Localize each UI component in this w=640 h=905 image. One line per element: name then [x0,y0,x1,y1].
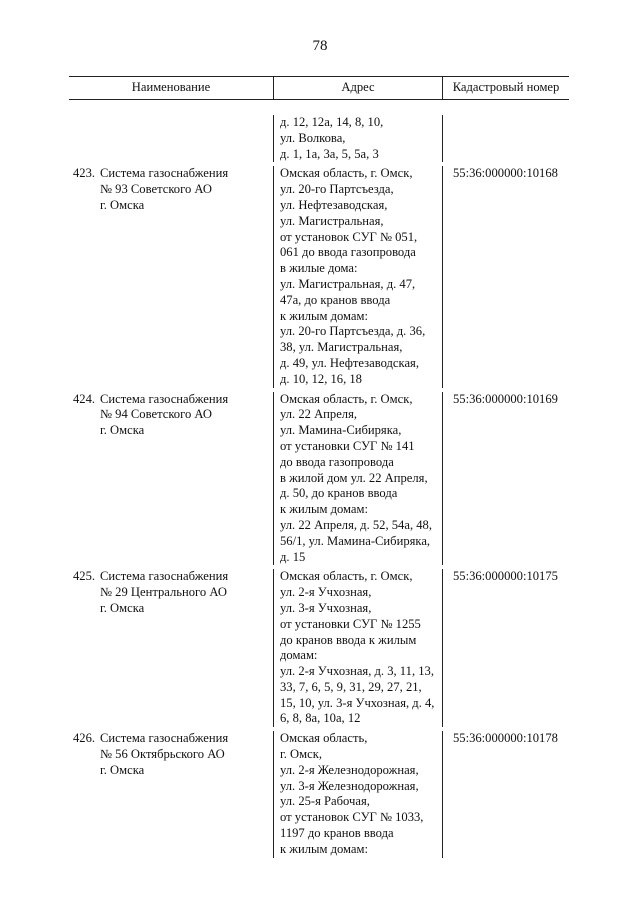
address-line: от установок СУГ № 051, [280,229,418,244]
address-line: д. 12, 12а, 14, 8, 10, [280,115,384,129]
name-cell [69,731,274,857]
address-line: 33, 7, 6, 5, 9, 31, 29, 27, 21, [280,679,422,694]
address-line: ул. Мамина-Сибиряка, [280,423,402,438]
table-row [69,567,569,729]
address-line: д. 1, 1а, 3а, 5, 5а, 3 [280,146,379,161]
address-line: ул. 2-я Учхозная, д. 3, 11, 13, [280,664,434,679]
name-line: г. Омска [100,423,145,438]
row-number: 425. [73,569,96,584]
name-cell [69,569,274,727]
address-line: 1197 до кранов ввода [280,826,394,841]
address-line: 38, ул. Магистральная, [280,340,403,355]
gas-systems-table [69,76,569,860]
continuation-address [274,115,443,162]
cadastral-number: 55:36:000000:10169 [453,391,558,406]
table-body [69,162,569,859]
table-header [69,76,569,100]
address-line: до ввода газопровода [280,454,394,469]
address-line: Омская область, г. Омск, [280,391,413,406]
address-line: ул. 22 Апреля, д. 52, 54а, 48, [280,517,432,532]
address-line: 47а, до кранов ввода [280,292,391,307]
name-line: г. Омска [100,197,145,212]
name-line: г. Омска [100,600,145,615]
address-line: ул. 2-я Учхозная, [280,585,372,600]
address-line: д. 10, 12, 16, 18 [280,371,362,386]
address-line: ул. Магистральная, д. 47, [280,276,416,291]
address-line: ул. 20-го Партсъезда, [280,182,394,197]
address-line: от установок СУГ № 1033, [280,810,424,825]
address-line: к жилым домам: [280,502,368,517]
name-cell [69,166,274,387]
address-line: д. 50, до кранов ввода [280,486,398,501]
row-number: 426. [73,731,96,746]
name-line: № 94 Советского АО [100,407,212,422]
address-line: ул. 20-го Партсъезда, д. 36, [280,324,426,339]
name-line: Система газоснабжения [100,166,229,181]
address-line: до кранов ввода к жилым [280,632,417,647]
cadastral-number: 55:36:000000:10175 [453,569,558,584]
address-line: ул. Нефтезаводская, [280,197,388,212]
address-line: к жилым домам: [280,841,368,856]
address-line: ул. Магистральная, [280,213,384,228]
address-line: д. 15 [280,549,306,564]
row-number: 423. [73,166,96,181]
address-line: 061 до ввода газопровода [280,245,416,260]
address-line: ул. 22 Апреля, [280,407,358,422]
address-line: от установки СУГ № 1255 [280,616,421,631]
address-line: в жилые дома: [280,261,358,276]
address-line: домам: [280,648,318,663]
address-line: Омская область, г. Омск, [280,166,413,181]
cadastral-number: 55:36:000000:10168 [453,166,558,181]
name-line: Система газоснабжения [100,391,229,406]
address-line: Омская область, [280,731,368,746]
header-cadastral: Кадастровый номер [452,80,560,95]
address-line: ул. Волкова, [280,130,346,145]
table-row [69,162,569,389]
table-row-continuation [69,100,569,162]
header-address: Адрес [274,77,443,99]
name-line: № 56 Октябрьского АО [100,747,225,762]
address-line: 15, 10, ул. 3-я Учхозная, д. 4, [280,695,435,710]
address-line: ул. 3-я Железнодорожная, [280,778,419,793]
address-line: от установки СУГ № 141 [280,438,415,453]
address-cell [274,166,443,387]
address-line: ул. 25-я Рабочая, [280,794,370,809]
name-line: Система газоснабжения [100,569,229,584]
address-line: в жилой дом ул. 22 Апреля, [280,470,428,485]
address-cell [274,569,443,727]
header-name: Наименование [69,77,274,99]
address-line: ул. 3-я Учхозная, [280,600,372,615]
name-line: № 93 Советского АО [100,182,212,197]
page-number: 78 [312,38,328,54]
address-line: ул. 2-я Железнодорожная, [280,762,419,777]
table-row [69,729,569,859]
name-line: Система газоснабжения [100,731,229,746]
cadastral-number: 55:36:000000:10178 [453,731,558,746]
address-line: д. 49, ул. Нефтезаводская, [280,355,419,370]
address-line: 56/1, ул. Мамина-Сибиряка, [280,533,431,548]
address-line: к жилым домам: [280,308,368,323]
name-cell [69,392,274,566]
table-row [69,390,569,568]
row-number: 424. [73,391,96,406]
address-line: 6, 8, 8а, 10а, 12 [280,711,361,726]
address-cell [274,392,443,566]
address-line: Омская область, г. Омск, [280,569,413,584]
address-line: г. Омск, [280,747,322,762]
address-cell [274,731,443,857]
name-line: № 29 Центрального АО [100,585,227,600]
name-line: г. Омска [100,762,145,777]
